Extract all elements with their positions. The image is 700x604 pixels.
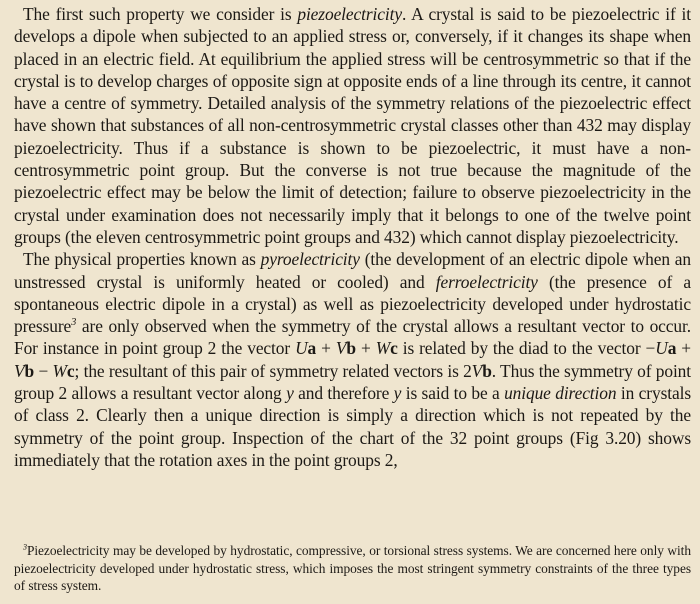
text-run: pyroelectricity — [260, 249, 360, 270]
text-run: a — [307, 338, 317, 359]
text-run: . A crystal is said to be piezoelectric if it develops a dipole when subjected to an applied stress or, conversely, if it changes its shape when placed in an electric field. At equilibrium the applied stress will be centrosymmetric so that if the crystal is to develop charges of opposite sign at opposite ends of a line through its centre, it cannot have a centre of symmetry. Detailed analysis of the symmetry relations of the piezoelectric effect have shown that substances of all non-centrosymmetric crystal classes other than 432 may display piezoelectricity. Thus if a substance is shown to be piezoelectric, it must have a non-centrosymmetric point group. But the converse is not true because the magnitude of the piezoelectric effect may be below the limit of detection; failure to observe piezoelectricity in the crystal under examination does not necessarily imply that it belongs to one of the twelve point groups (the eleven centrosymmetric point groups and 432) which cannot display piezoelectricity. — [14, 4, 692, 247]
text-run: piezoelectricity — [297, 4, 402, 24]
text-run: is related by the diad to the vector − — [397, 338, 656, 359]
text-run: V — [14, 360, 25, 381]
text-run: is said to be a — [401, 383, 505, 404]
text-run: b — [482, 360, 492, 381]
text-run: a — [667, 338, 677, 359]
footnote-marker: 3 — [71, 317, 77, 329]
footnote — [14, 542, 691, 595]
text-run: y — [286, 383, 294, 404]
text-run: V — [471, 360, 483, 381]
text-run: c — [390, 338, 398, 359]
text-run: Piezoelectricity may be developed by hydrostatic, compressive, or torsional stress systems. We are concerned here only with piezoelectricity developed under hydrostatic stress, which imposes the most stringent symmetry constraints of the three types of stress system. — [14, 543, 691, 594]
text-run: b — [24, 360, 35, 381]
text-run: b — [346, 338, 356, 359]
text-run: y — [393, 383, 402, 404]
text-run: . Thus the symmetry of point group 2 allows a resultant vector along — [14, 360, 692, 404]
text-run: in crystals of class 2. Clearly then a unique direction is simply a direction which is not repeated by the symmetry of the point group. Inspection of the chart of the 32 point groups (Fig 3.20) shows immediately that the rotation axes in the point groups 2, — [14, 383, 691, 470]
text-run: U — [295, 338, 308, 359]
text-run: + — [316, 338, 336, 359]
text-run: − — [34, 360, 53, 381]
text-run: c — [66, 360, 75, 381]
text-run: are only observed when the symmetry of the crystal allows a resultant vector to occur. For instance in point group 2 the vector — [14, 316, 691, 359]
footnote-marker: 3 — [23, 542, 27, 552]
text-run: U — [655, 338, 668, 359]
text-run: and therefore — [293, 383, 394, 404]
text-run: W — [375, 338, 391, 359]
text-run: + — [355, 338, 376, 359]
text-run: V — [335, 338, 347, 359]
text-run: + — [676, 338, 692, 359]
text-run: (the development of an electric dipole when an unstressed crystal is uniformly heated or cooled) and — [14, 249, 691, 292]
text-run: The first such property we consider is — [23, 4, 298, 24]
text-run: (the presence of a spontaneous electric dipole in a crystal) as well as piezoelectricity developed under hydrostatic pressure — [14, 271, 691, 337]
text-run: W — [52, 360, 67, 381]
paragraph-piezoelectricity — [14, 3, 691, 248]
text-run: ; the resultant of this pair of symmetry related vectors is 2 — [74, 360, 472, 381]
paragraph-pyroelectricity — [14, 248, 691, 471]
text-run: ferroelectricity — [435, 271, 538, 292]
text-run: unique direction — [504, 383, 617, 404]
text-run: The physical properties known as — [23, 249, 261, 270]
